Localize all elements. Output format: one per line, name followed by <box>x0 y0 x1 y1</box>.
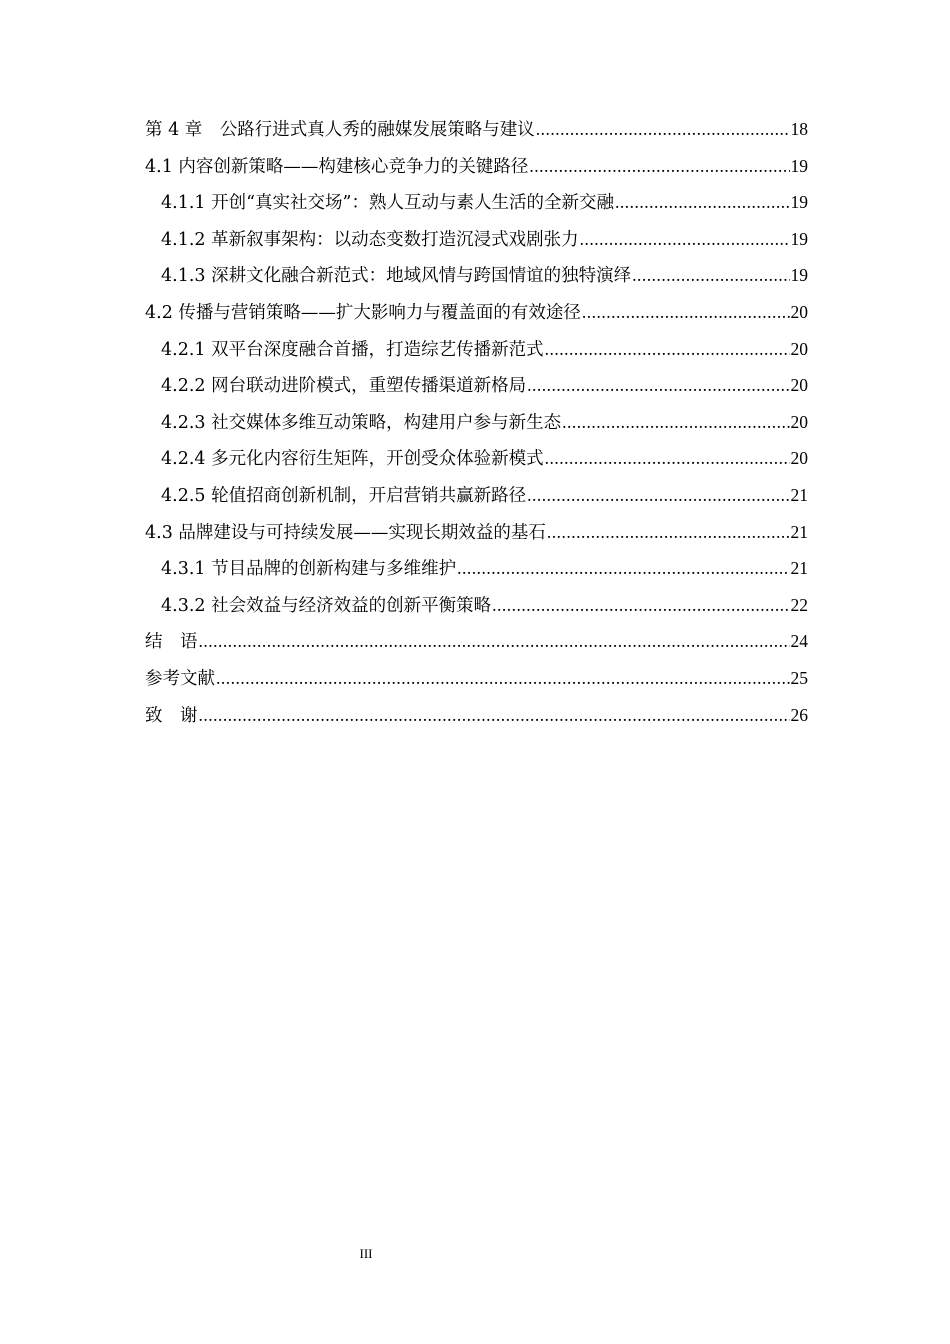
toc-entry-page: 21 <box>790 521 808 542</box>
toc-entry-label: 4.2.3 社交媒体多维互动策略，构建用户参与新生态 <box>161 412 562 433</box>
table-of-contents <box>145 111 808 733</box>
toc-entry-chapter-4[interactable] <box>145 111 808 148</box>
toc-entry-references[interactable] <box>145 660 808 697</box>
toc-leader-dots <box>536 111 790 148</box>
toc-leader-dots <box>632 257 789 294</box>
toc-entry-label: 4.1.2 革新叙事架构：以动态变数打造沉浸式戏剧张力 <box>161 229 579 250</box>
toc-entry-page: 20 <box>790 301 808 322</box>
toc-entry-label: 第 4 章 公路行进式真人秀的融媒发展策略与建议 <box>145 120 535 140</box>
toc-entry-page: 22 <box>790 594 808 615</box>
toc-entry-4-2[interactable] <box>145 294 808 331</box>
toc-entry-page: 19 <box>790 265 808 286</box>
toc-entry-page: 20 <box>790 375 808 396</box>
toc-leader-dots <box>527 477 789 514</box>
toc-entry-acknowledgements[interactable] <box>145 697 808 734</box>
toc-entry-page: 26 <box>790 704 808 725</box>
toc-leader-dots <box>492 587 789 624</box>
toc-entry-4-2-4[interactable] <box>145 440 808 477</box>
toc-leader-dots <box>216 660 790 697</box>
toc-entry-label: 4.3 品牌建设与可持续发展——实现长期效益的基石 <box>145 522 546 543</box>
toc-entry-page: 20 <box>790 448 808 469</box>
toc-entry-4-3-1[interactable] <box>145 550 808 587</box>
toc-entry-4-1-1[interactable] <box>145 184 808 221</box>
toc-entry-label: 4.2 传播与营销策略——扩大影响力与覆盖面的有效途径 <box>145 302 581 323</box>
toc-entry-4-2-3[interactable] <box>145 404 808 441</box>
page-number: III <box>359 1246 373 1261</box>
toc-entry-label: 4.1.3 深耕文化融合新范式：地域风情与跨国情谊的独特演绎 <box>161 266 632 287</box>
toc-entry-label: 4.3.2 社会效益与经济效益的创新平衡策略 <box>161 595 492 616</box>
toc-entry-label: 致 谢 <box>145 705 198 726</box>
toc-leader-dots <box>199 697 790 734</box>
toc-leader-dots <box>457 550 789 587</box>
toc-entry-page: 21 <box>790 558 808 579</box>
toc-entry-page: 19 <box>790 228 808 249</box>
toc-entry-label: 4.2.5 轮值招商创新机制，开启营销共赢新路径 <box>161 485 527 506</box>
toc-leader-dots <box>527 367 789 404</box>
toc-entry-4-3-2[interactable] <box>145 587 808 624</box>
toc-leader-dots <box>529 148 789 185</box>
toc-entry-page: 19 <box>790 155 808 176</box>
toc-leader-dots <box>547 514 790 551</box>
toc-leader-dots <box>562 404 789 441</box>
toc-entry-label: 4.2.2 网台联动进阶模式，重塑传播渠道新格局 <box>161 376 527 397</box>
toc-entry-page: 21 <box>790 484 808 505</box>
toc-entry-label: 结 语 <box>145 632 198 653</box>
toc-leader-dots <box>199 623 790 660</box>
toc-entry-page: 20 <box>790 338 808 359</box>
toc-entry-label: 4.3.1 节目品牌的创新构建与多维维护 <box>161 559 457 580</box>
toc-entry-page: 18 <box>790 119 808 139</box>
toc-entry-page: 24 <box>790 631 808 652</box>
toc-entry-label: 4.2.1 双平台深度融合首播，打造综艺传播新范式 <box>161 339 544 360</box>
toc-entry-label: 4.1 内容创新策略——构建核心竞争力的关键路径 <box>145 156 529 177</box>
toc-entry-4-2-5[interactable] <box>145 477 808 514</box>
toc-entry-label: 4.1.1 开创“真实社交场”：熟人互动与素人生活的全新交融 <box>161 193 614 214</box>
toc-leader-dots <box>582 294 790 331</box>
toc-entry-label: 4.2.4 多元化内容衍生矩阵，开创受众体验新模式 <box>161 449 544 470</box>
toc-entry-4-2-1[interactable] <box>145 331 808 368</box>
toc-entry-4-1[interactable] <box>145 148 808 185</box>
toc-entry-4-3[interactable] <box>145 514 808 551</box>
toc-leader-dots <box>545 331 790 368</box>
toc-entry-4-1-3[interactable] <box>145 257 808 294</box>
toc-entry-page: 20 <box>790 411 808 432</box>
toc-entry-conclusion[interactable] <box>145 623 808 660</box>
toc-leader-dots <box>545 440 790 477</box>
toc-leader-dots <box>615 184 790 221</box>
toc-entry-label: 参考文献 <box>145 668 215 689</box>
toc-entry-page: 19 <box>790 192 808 213</box>
toc-leader-dots <box>580 221 790 258</box>
toc-entry-4-1-2[interactable] <box>145 221 808 258</box>
toc-entry-4-2-2[interactable] <box>145 367 808 404</box>
toc-entry-page: 25 <box>790 667 808 688</box>
